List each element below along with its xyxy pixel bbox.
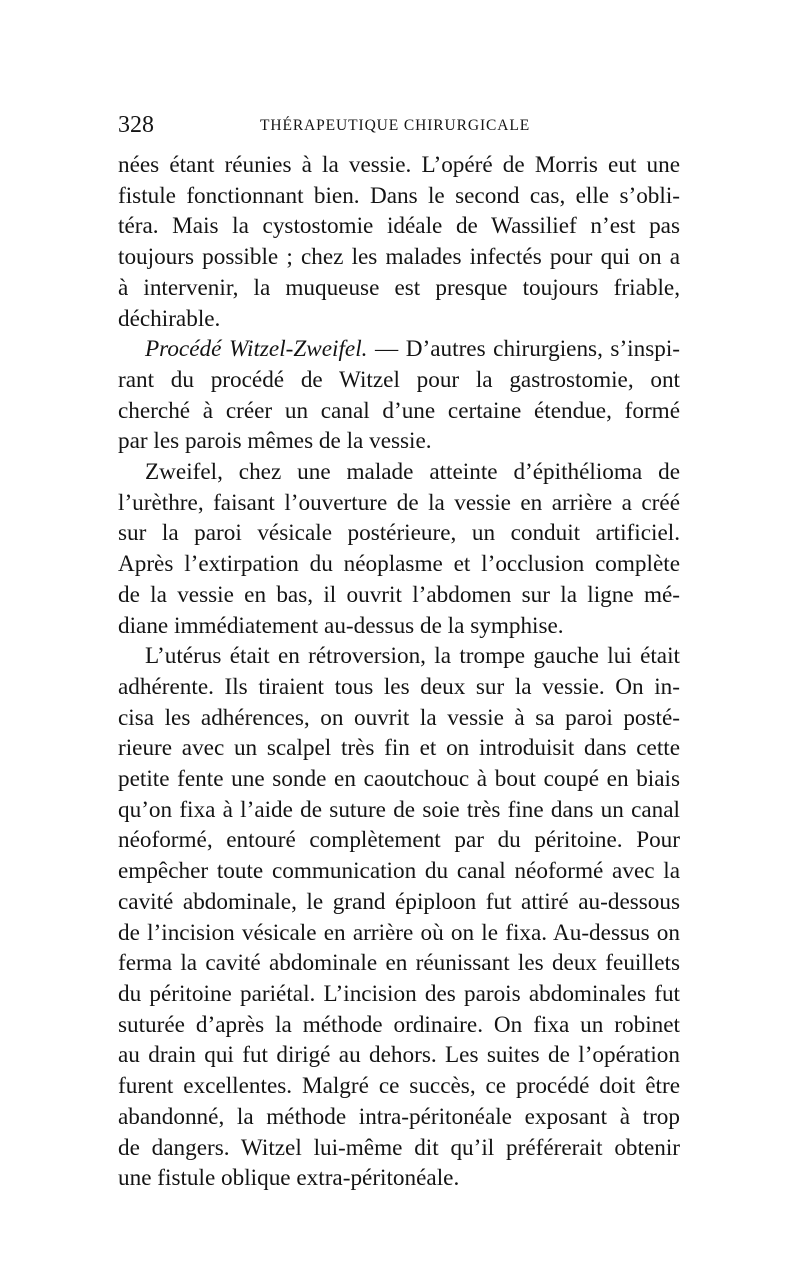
text-line: toujours possible ; chez les malades infectés pour qui on a — [118, 244, 680, 271]
paragraph — [118, 334, 680, 457]
text-line: petite fente une sonde en caoutchouc à bout coupé en biais — [118, 766, 680, 793]
text-line: rieure avec un scalpel très fin et on introduisit dans cette — [118, 735, 680, 762]
text-line: rant du procédé de Witzel pour la gastrostomie, ont — [118, 366, 680, 393]
text-line: suturée d’après la méthode ordinaire. On fixa un robinet — [118, 1011, 680, 1038]
section-heading: Procédé Witzel-Zweifel. — [145, 336, 368, 363]
text-line: fistule fonctionnant bien. Dans le second cas, elle s’obli- — [118, 182, 680, 209]
text-line — [118, 334, 680, 365]
text-line: abandonné, la méthode intra-péritonéale exposant à trop — [118, 1103, 680, 1130]
text-line: à intervenir, la muqueuse est presque toujours friable, — [118, 274, 680, 301]
text-line: Après l’extirpation du néoplasme et l’occlusion complète — [118, 551, 680, 578]
paragraph — [118, 457, 680, 641]
text-line: l’urèthre, faisant l’ouverture de la vessie en arrière a créé — [118, 489, 680, 516]
text-line: sur la paroi vésicale postérieure, un conduit artificiel. — [118, 520, 680, 547]
text-line: déchirable. — [118, 305, 221, 332]
paragraph — [118, 150, 680, 334]
text-line: téra. Mais la cystostomie idéale de Wassilief n’est pas — [118, 213, 680, 240]
text-line-rest: — D’autres chirurgiens, s’inspi- — [367, 336, 680, 363]
body-text — [118, 150, 680, 1194]
text-line: furent excellentes. Malgré ce succès, ce procédé doit être — [118, 1073, 680, 1100]
text-line: de la vessie en bas, il ouvrit l’abdomen sur la ligne mé- — [118, 581, 680, 608]
text-line: Zweifel, chez une malade atteinte d’épithélioma de — [145, 459, 680, 486]
text-line: de dangers. Witzel lui-même dit qu’il préférerait obtenir — [118, 1134, 680, 1161]
text-line: par les parois mêmes de la vessie. — [118, 428, 432, 455]
text-line: adhérente. Ils tiraient tous les deux sur la vessie. On in- — [118, 673, 680, 700]
paragraph — [118, 641, 680, 1194]
text-line: diane immédiatement au-dessus de la symphise. — [118, 612, 564, 639]
text-line: L’utérus était en rétroversion, la trompe gauche lui était — [145, 643, 680, 670]
text-line: cavité abdominale, le grand épiploon fut attiré au-dessous — [118, 888, 680, 915]
text-line: nées étant réunies à la vessie. L’opéré de Morris eut une — [118, 152, 680, 178]
text-line: ferma la cavité abdominale en réunissant les deux feuillets — [118, 950, 680, 977]
running-title: THÉRAPEUTIQUE CHIRURGICALE — [260, 117, 531, 134]
text-line: une fistule oblique extra-péritonéale. — [118, 1165, 460, 1192]
text-line: cisa les adhérences, on ouvrit la vessie à sa paroi posté- — [118, 704, 680, 731]
text-line: de l’incision vésicale en arrière où on le fixa. Au-dessus on — [118, 919, 680, 946]
text-line: cherché à créer un canal d’une certaine étendue, formé — [118, 397, 680, 424]
text-line: qu’on fixa à l’aide de suture de soie très fine dans un canal — [118, 796, 680, 823]
running-head — [118, 110, 680, 142]
text-line: du péritoine pariétal. L’incision des parois abdominales fut — [118, 980, 680, 1007]
text-line: néoformé, entouré complètement par du péritoine. Pour — [118, 827, 680, 854]
text-line: au drain qui fut dirigé au dehors. Les suites de l’opération — [118, 1042, 680, 1069]
page-number: 328 — [118, 112, 154, 138]
text-line: empêcher toute communication du canal néoformé avec la — [118, 858, 680, 885]
